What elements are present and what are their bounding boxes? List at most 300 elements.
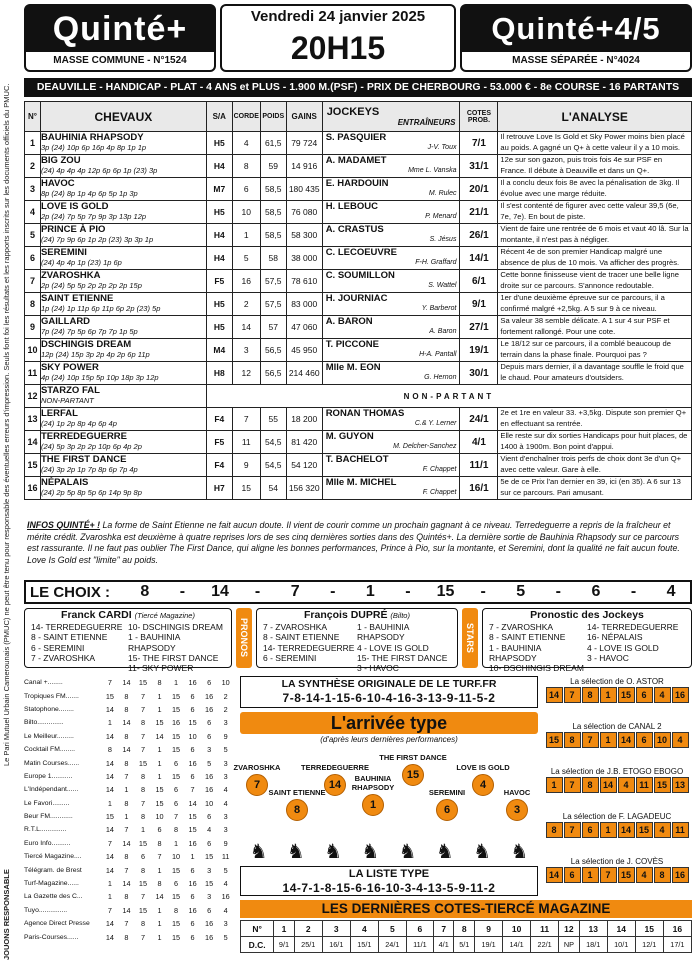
arrivee-type-title: L'arrivée type bbox=[240, 712, 538, 734]
press-row bbox=[24, 770, 234, 783]
runner-poids: 57,5 bbox=[260, 293, 286, 316]
press-pick: 15 bbox=[105, 691, 114, 701]
press-name: Tiercé Magazine.... bbox=[24, 853, 82, 861]
selection-number: 15 bbox=[618, 687, 635, 703]
runner-number: 3 bbox=[25, 178, 41, 201]
selection-block bbox=[542, 856, 692, 883]
press-pick: 16 bbox=[188, 678, 197, 688]
runner-cote: 19/1 bbox=[460, 339, 498, 362]
quinte-45-masse: MASSE SÉPARÉE - N°4024 bbox=[512, 55, 640, 66]
runner-row bbox=[25, 362, 692, 385]
press-name: Canal +........ bbox=[24, 679, 63, 687]
runner-poids: 55 bbox=[260, 408, 286, 431]
runner-row bbox=[25, 431, 692, 454]
press-pick: 1 bbox=[157, 865, 162, 875]
le-choix-label: LE CHOIX : bbox=[30, 583, 111, 601]
cotes-cell: NP bbox=[559, 937, 580, 953]
runner-name: TERREDEGUERRE bbox=[40, 431, 128, 442]
press-pick: 16 bbox=[205, 919, 214, 929]
runner-row bbox=[25, 224, 692, 247]
prono-entry: 1 - BAUHINIA RHAPSODY bbox=[128, 632, 180, 653]
press-pick: 16 bbox=[205, 704, 214, 714]
runner-number: 9 bbox=[25, 316, 41, 339]
cotes-cell: 13 bbox=[579, 921, 607, 937]
cotes-cell: 9/1 bbox=[274, 937, 295, 953]
runner-analyse: 12e sur son gazon, puis trois fois 4e sur PSF en France. Il débute à Deauville et dans un Q+. bbox=[498, 155, 692, 178]
press-pick: 1 bbox=[140, 825, 146, 835]
press-pick: 1 bbox=[157, 905, 162, 915]
runner-jockey: T. PICCONE bbox=[325, 339, 379, 350]
runner-number: 5 bbox=[25, 224, 41, 247]
runner-cote: 6/1 bbox=[460, 270, 498, 293]
runner-performances: 1p (24) 1p 11p 6p 11p 6p 2p (23) 5p bbox=[40, 304, 161, 313]
press-pick: 7 bbox=[140, 892, 146, 902]
runner-poids: 54 bbox=[260, 477, 286, 500]
disclaimer-vertical: Le Pari Mutuel Urbain Camerounais (PMUC) ne peut être tenu pour responsable des éventuelles erreurs d'impression. Seuls font foi les résultats et les rapports inscrits sur les documents officiels du PMUC. bbox=[2, 83, 11, 766]
runner-jockey-cell bbox=[322, 270, 460, 293]
prono-entry: 15- THE FIRST DANCE bbox=[357, 652, 448, 663]
runner-poids: 58 bbox=[260, 247, 286, 270]
press-pick: 8 bbox=[140, 771, 146, 781]
prono-entry: 6 - SEREMINI bbox=[31, 642, 85, 653]
racehorse-icon: ♞ bbox=[361, 840, 380, 863]
press-pick: 1 bbox=[107, 718, 112, 728]
runner-corde: 16 bbox=[232, 270, 260, 293]
press-pick: 7 bbox=[124, 919, 129, 929]
runner-name-cell bbox=[40, 385, 206, 408]
selection-number: 4 bbox=[654, 822, 671, 838]
press-pick: 8 bbox=[107, 745, 112, 755]
runner-jockey-cell bbox=[322, 362, 460, 385]
runner-sex-age: F4 bbox=[206, 454, 232, 477]
runner-cote: 4/1 bbox=[460, 431, 498, 454]
press-pick: 15 bbox=[155, 798, 164, 808]
runner-poids: 54,5 bbox=[260, 431, 286, 454]
choix-separator: - bbox=[179, 583, 186, 600]
runner-number: 16 bbox=[25, 477, 41, 500]
racehorse-icon: ♞ bbox=[473, 840, 492, 863]
press-pick: 8 bbox=[140, 785, 146, 795]
press-row bbox=[24, 823, 234, 836]
synthese-value: 7-8-14-1-15-6-10-4-16-3-13-9-11-5-2 bbox=[282, 691, 496, 705]
prono-entry: 11- SKY POWER bbox=[128, 663, 194, 674]
liste-type-title: LA LISTE TYPE bbox=[348, 868, 430, 880]
press-pick: 3 bbox=[223, 825, 228, 835]
runner-corde: 4 bbox=[232, 132, 260, 155]
choix-separator: - bbox=[330, 583, 336, 600]
press-pick: 3 bbox=[223, 919, 228, 929]
selection-number: 1 bbox=[600, 822, 617, 838]
press-pick: 14 bbox=[105, 852, 114, 862]
runner-trainer: Y. Barberot bbox=[421, 305, 457, 312]
runner-analyse: Vient de faire une rentrée de 6 mois et vaut 40 lâ. Sur la montante, il n'est pas à négliger. bbox=[498, 224, 692, 247]
cotes-table bbox=[240, 920, 692, 953]
press-pick: 14 bbox=[105, 932, 114, 942]
cotes-cell: 2 bbox=[294, 921, 322, 937]
selection-number: 4 bbox=[636, 867, 653, 883]
press-pick: 7 bbox=[107, 838, 112, 848]
runner-gains: 58 300 bbox=[286, 224, 322, 247]
prono-entry: 6 - SEREMINI bbox=[263, 652, 317, 663]
choix-value: 1 bbox=[365, 583, 375, 600]
runner-trainer: S. Wattel bbox=[428, 282, 457, 289]
press-pick: 9 bbox=[223, 731, 228, 741]
runner-name-cell bbox=[40, 132, 206, 155]
selection-numbers bbox=[542, 732, 692, 748]
selection-number: 8 bbox=[582, 687, 599, 703]
runner-sex-age: F5 bbox=[206, 270, 232, 293]
cotes-cell: 8 bbox=[454, 921, 475, 937]
runner-jockey: A. BARON bbox=[325, 316, 373, 327]
arrivee-horse-name: HAVOC bbox=[503, 788, 531, 797]
press-pick: 6 bbox=[174, 758, 179, 768]
runner-sex-age: M4 bbox=[206, 339, 232, 362]
press-pick: 3 bbox=[207, 892, 212, 902]
runner-number: 12 bbox=[25, 385, 41, 408]
runner-sex-age: H4 bbox=[206, 155, 232, 178]
press-name: Europe 1........... bbox=[24, 772, 73, 780]
runner-jockey: Mlle M. MICHEL bbox=[325, 477, 397, 488]
selection-number: 14 bbox=[600, 777, 617, 793]
selection-number: 13 bbox=[672, 777, 689, 793]
runner-corde: 2 bbox=[232, 293, 260, 316]
press-pick: 3 bbox=[207, 865, 212, 875]
runner-corde: 15 bbox=[232, 477, 260, 500]
press-pick: 14 bbox=[122, 718, 131, 728]
press-name: Bilto.............. bbox=[24, 719, 64, 727]
press-pick: 15 bbox=[171, 731, 181, 741]
prono-entry: 7 - ZVAROSHKA bbox=[31, 652, 96, 663]
selection-number: 6 bbox=[564, 867, 581, 883]
runner-corde: 9 bbox=[232, 454, 260, 477]
press-pick: 15 bbox=[188, 812, 197, 822]
runner-gains: 54 120 bbox=[286, 454, 322, 477]
press-pick: 4 bbox=[223, 798, 228, 808]
runner-sex-age: H5 bbox=[206, 201, 232, 224]
selection-title: La sélection de F. LAGADEUC bbox=[562, 812, 672, 821]
selection-number: 1 bbox=[546, 777, 563, 793]
runner-jockey-cell bbox=[322, 477, 460, 500]
press-pick: 15 bbox=[138, 838, 148, 848]
prono-column bbox=[357, 622, 451, 673]
choix-value: 6 bbox=[591, 583, 601, 600]
runner-number: 1 bbox=[25, 132, 41, 155]
press-pick: 8 bbox=[124, 731, 129, 741]
selection-number: 8 bbox=[546, 822, 563, 838]
quinte-45-title: Quinté+4/5 bbox=[462, 6, 690, 52]
quinte-plus-masse: MASSE COMMUNE - N°1524 bbox=[53, 55, 187, 66]
press-pick: 16 bbox=[205, 691, 214, 701]
runner-trainer: A. Baron bbox=[429, 328, 457, 335]
selection-title: La sélection de J.B. ETOGO EBOGO bbox=[550, 767, 684, 776]
choix-separator: - bbox=[480, 583, 486, 600]
cotes-cell: 16 bbox=[663, 921, 691, 937]
runner-jockey-cell bbox=[322, 293, 460, 316]
press-pick: 10 bbox=[221, 678, 230, 688]
choix-separator: - bbox=[555, 583, 561, 600]
runner-cote: 27/1 bbox=[460, 316, 498, 339]
press-pick: 10 bbox=[205, 798, 214, 808]
press-pick: 7 bbox=[157, 852, 162, 862]
cotes-cell: 24/1 bbox=[378, 937, 406, 953]
press-pick: 3 bbox=[223, 718, 228, 728]
runner-row bbox=[25, 477, 692, 500]
press-pick: 15 bbox=[138, 879, 148, 889]
prono-entry: 14- TERREDEGUERRE bbox=[263, 642, 355, 653]
prono-entry: 1 - BAUHINIA RHAPSODY bbox=[357, 622, 409, 643]
infos-quinte bbox=[24, 519, 692, 567]
runner-cote: 7/1 bbox=[460, 132, 498, 155]
press-pick: 7 bbox=[140, 932, 146, 942]
runner-corde: 8 bbox=[232, 155, 260, 178]
runner-name-cell bbox=[40, 270, 206, 293]
prono-column bbox=[31, 622, 128, 673]
arrivee-horse-name: TERREDEGUERRE bbox=[301, 763, 369, 772]
press-row bbox=[24, 743, 234, 756]
press-pick: 15 bbox=[171, 704, 181, 714]
runner-analyse: 1er d'une deuxième épreuve sur ce parcours, il a confirmé malgré +2,5kg. A 5 sur 9 à ce niveau. bbox=[498, 293, 692, 316]
runner-row bbox=[25, 270, 692, 293]
runner-name-cell bbox=[40, 339, 206, 362]
press-pick: 5 bbox=[223, 865, 228, 875]
runner-trainer: F-H. Graffard bbox=[415, 259, 457, 266]
runner-trainer: F. Chappet bbox=[422, 489, 457, 496]
cotes-cell: 15 bbox=[635, 921, 663, 937]
press-name: Paris-Courses...... bbox=[24, 933, 79, 941]
runner-number: 14 bbox=[25, 431, 41, 454]
cotes-row-label: N° bbox=[241, 921, 274, 937]
pronos-badge: PRONOS bbox=[236, 608, 252, 668]
press-pick: 6 bbox=[190, 932, 195, 942]
runner-poids: 57,5 bbox=[260, 270, 286, 293]
press-pick: 16 bbox=[188, 838, 197, 848]
runner-analyse: Depuis mars dernier, il a davantage souffle le froid que le chaud. Pour amateurs d'outsiders. bbox=[498, 362, 692, 385]
runner-name-cell bbox=[40, 247, 206, 270]
press-row bbox=[24, 850, 234, 863]
choix-separator: - bbox=[254, 583, 261, 600]
press-pick: 7 bbox=[107, 678, 112, 688]
press-name: Turf-Magazine...... bbox=[24, 880, 79, 888]
racehorse-icon: ♞ bbox=[398, 840, 417, 863]
press-pick: 7 bbox=[190, 785, 195, 795]
infos-text: La forme de Saint Etienne ne fait aucun doute. Il vient de courir comme un prochain gagnant à ce niveau. Terredeguerre a repris de la fraîcheur et mérite crédit. Zvaroshka est deuxième à quatre reprises lors de ses cinq dernières sorties dans des Quintés+. La dernière sortie de Bauhinia Rhapsody sur ce parcours est rassurante. Il ne faut pas oublier The First Dance, qui aligne les bonnes performances, Prince à Pio, sur la montante, et Seremini, dont la qualité ne fait aucun foute. Love Is Gold est "limite" au poids. bbox=[27, 520, 680, 565]
press-pick: 7 bbox=[140, 704, 146, 714]
prono-column bbox=[128, 622, 225, 673]
selection-numbers bbox=[542, 777, 692, 793]
press-pick: 14 bbox=[105, 919, 114, 929]
press-pick: 8 bbox=[124, 691, 129, 701]
prono-entry: 8 - SAINT ETIENNE bbox=[263, 632, 340, 643]
press-pick: 10 bbox=[171, 852, 181, 862]
runner-analyse: Il a conclu deux fois 8e avec la pénalisation de 3kg. Il évolue avec une marge réduite. bbox=[498, 178, 692, 201]
runner-analyse: 5e de ce Prix l'an dernier en 39, ici (en 35). A 6 sur 13 sur ce parcours. Pari amusant. bbox=[498, 477, 692, 500]
press-pick: 4 bbox=[223, 785, 228, 795]
runner-jockey: S. PASQUIER bbox=[325, 132, 387, 143]
cotes-cell: 10 bbox=[503, 921, 531, 937]
runner-trainer: S. Jésus bbox=[429, 236, 457, 243]
cotes-cell: 11/1 bbox=[406, 937, 433, 953]
cotes-title: LES DERNIÈRES COTES-TIERCÉ MAGAZINE bbox=[240, 900, 692, 918]
runner-name-cell bbox=[40, 454, 206, 477]
runner-jockey-cell bbox=[322, 431, 460, 454]
runner-row bbox=[25, 385, 692, 408]
runner-trainer: G. Hernon bbox=[424, 374, 457, 381]
runner-analyse: Vient d'enchaîner trois perfs de choix dont 3e d'un Q+ avec cette valeur. Gare à elle. bbox=[498, 454, 692, 477]
cotes-cell: 17/1 bbox=[663, 937, 691, 953]
arrivee-horse-name: SAINT ETIENNE bbox=[268, 788, 326, 797]
runner-number: 4 bbox=[25, 201, 41, 224]
runner-number: 7 bbox=[25, 270, 41, 293]
runner-gains: 156 320 bbox=[286, 477, 322, 500]
racehorse-icon: ♞ bbox=[510, 840, 529, 863]
runner-jockey: A. CRASTUS bbox=[325, 224, 384, 235]
runner-corde: 11 bbox=[232, 431, 260, 454]
runner-gains: 47 060 bbox=[286, 316, 322, 339]
liste-type-value: 14-7-1-8-15-6-16-10-3-4-13-5-9-11-2 bbox=[282, 881, 496, 895]
runner-gains: 83 000 bbox=[286, 293, 322, 316]
press-pick: 15 bbox=[171, 771, 181, 781]
runner-jockey: RONAN THOMAS bbox=[325, 408, 405, 419]
runner-analyse: Elle reste sur dix sorties Handicaps pour huit places, de 1400 à 1900m. Bon point d'appui. bbox=[498, 431, 692, 454]
press-pick: 7 bbox=[140, 745, 146, 755]
col-number: N° bbox=[25, 102, 41, 132]
runner-jockey: C. SOUMILLON bbox=[325, 270, 395, 281]
arrivee-horse-name: BAUHINIA RHAPSODY bbox=[351, 774, 395, 792]
press-pick: 15 bbox=[171, 932, 181, 942]
runner-jockey: T. BACHELOT bbox=[325, 454, 389, 465]
press-pick: 6 bbox=[174, 879, 179, 889]
runner-jockey-cell bbox=[322, 132, 460, 155]
press-row bbox=[24, 676, 234, 689]
runner-gains: 79 724 bbox=[286, 132, 322, 155]
press-pick: 1 bbox=[174, 838, 179, 848]
cotes-cell: 5/1 bbox=[454, 937, 475, 953]
press-name: L'Indépendant...... bbox=[24, 786, 79, 794]
runner-poids: 56,5 bbox=[260, 362, 286, 385]
press-pick: 6 bbox=[190, 865, 195, 875]
press-name: Tropiques FM....... bbox=[24, 692, 79, 700]
runner-jockey-cell bbox=[322, 408, 460, 431]
cotes-cell: 5 bbox=[378, 921, 406, 937]
runner-row bbox=[25, 132, 692, 155]
stars-badge: STARS bbox=[462, 608, 478, 668]
press-row bbox=[24, 904, 234, 917]
runner-row bbox=[25, 178, 692, 201]
press-name: Télégram. de Brest bbox=[24, 866, 82, 874]
press-pick: 6 bbox=[207, 812, 212, 822]
prono-cardi bbox=[24, 608, 232, 674]
press-pick: 14 bbox=[155, 731, 164, 741]
press-pick: 1 bbox=[157, 691, 162, 701]
press-pick: 3 bbox=[207, 745, 212, 755]
press-pick: 6 bbox=[190, 892, 195, 902]
cotes-cell: 6 bbox=[406, 921, 433, 937]
press-pick: 10 bbox=[155, 812, 164, 822]
race-hour: 20H15 bbox=[290, 30, 386, 66]
runner-name: HAVOC bbox=[40, 178, 75, 189]
press-pick: 14 bbox=[105, 758, 114, 768]
choix-value: 7 bbox=[290, 583, 300, 600]
selection-number: 16 bbox=[672, 687, 689, 703]
selection-number: 8 bbox=[582, 777, 599, 793]
quinte-plus-title: Quinté+ bbox=[26, 6, 214, 52]
runner-cote: 30/1 bbox=[460, 362, 498, 385]
selection-numbers bbox=[542, 687, 692, 703]
press-pick: 10 bbox=[188, 731, 197, 741]
col-trainers-label: ENTRAÎNEURS bbox=[397, 118, 456, 127]
press-pick: 1 bbox=[107, 892, 112, 902]
selection-number: 15 bbox=[654, 777, 671, 793]
prono-entry: 10- DSCHINGIS DREAM bbox=[489, 663, 584, 674]
runner-corde: 12 bbox=[232, 362, 260, 385]
arrivee-type-subtitle: (d'après leurs dernières performances) bbox=[320, 735, 458, 744]
infos-label: INFOS QUINTÉ+ ! bbox=[27, 520, 101, 530]
press-pick: 6 bbox=[174, 798, 179, 808]
prono-column bbox=[489, 622, 587, 673]
cotes-cell: 12 bbox=[559, 921, 580, 937]
runner-trainer: F. Chappet bbox=[422, 466, 457, 473]
runner-sex-age: M7 bbox=[206, 178, 232, 201]
col-gains: GAINS bbox=[286, 102, 322, 132]
selection-number: 10 bbox=[654, 732, 671, 748]
col-cotes: COTES PROB. bbox=[460, 102, 498, 132]
selection-number: 4 bbox=[618, 777, 635, 793]
press-pick: 8 bbox=[157, 678, 162, 688]
racehorse-icon: ♞ bbox=[324, 840, 343, 863]
runner-poids: 57 bbox=[260, 316, 286, 339]
press-pick: 8 bbox=[157, 879, 162, 889]
press-row bbox=[24, 877, 234, 890]
col-jockeys bbox=[322, 102, 460, 132]
cotes-row-label: D.C. bbox=[241, 937, 274, 953]
runner-name-cell bbox=[40, 201, 206, 224]
press-pick: 15 bbox=[188, 825, 197, 835]
runner-cote: 11/1 bbox=[460, 454, 498, 477]
runner-name: STARZO FAL bbox=[40, 385, 100, 396]
runner-sex-age: H5 bbox=[206, 132, 232, 155]
selection-number: 14 bbox=[618, 732, 635, 748]
press-pick: 14 bbox=[105, 785, 114, 795]
horse-silhouettes bbox=[240, 836, 538, 866]
cotes-cell: 19/1 bbox=[475, 937, 503, 953]
selection-number: 6 bbox=[582, 822, 599, 838]
selection-title: La sélection de J. COVÈS bbox=[570, 857, 664, 866]
runner-name-cell bbox=[40, 431, 206, 454]
press-pick: 1 bbox=[124, 785, 129, 795]
cotes-cell: 1 bbox=[274, 921, 295, 937]
prono-entry: 7 - ZVAROSHKA bbox=[489, 622, 554, 632]
press-row bbox=[24, 756, 234, 769]
prono-column bbox=[587, 622, 685, 673]
cotes-cell: 3 bbox=[322, 921, 350, 937]
selection-number: 16 bbox=[672, 867, 689, 883]
press-name: Beur FM............ bbox=[24, 813, 73, 821]
press-pick: 14 bbox=[105, 865, 114, 875]
runner-sex-age: H7 bbox=[206, 477, 232, 500]
press-pick: 1 bbox=[157, 758, 162, 768]
runner-gains: 81 420 bbox=[286, 431, 322, 454]
press-pick: 15 bbox=[171, 919, 181, 929]
press-row bbox=[24, 930, 234, 943]
responsible-note: JOUONS RESPONSABLE bbox=[2, 869, 11, 960]
runner-sex-age: H5 bbox=[206, 293, 232, 316]
arrivee-horse-name: SEREMINI bbox=[428, 788, 466, 797]
runner-performances: (24) 2p 5p 8p 5p 6p 14p 9p 8p bbox=[40, 488, 142, 497]
runner-name-cell bbox=[40, 477, 206, 500]
press-pick: 8 bbox=[174, 905, 179, 915]
selection-block bbox=[542, 676, 692, 703]
press-pick: 4 bbox=[223, 905, 228, 915]
